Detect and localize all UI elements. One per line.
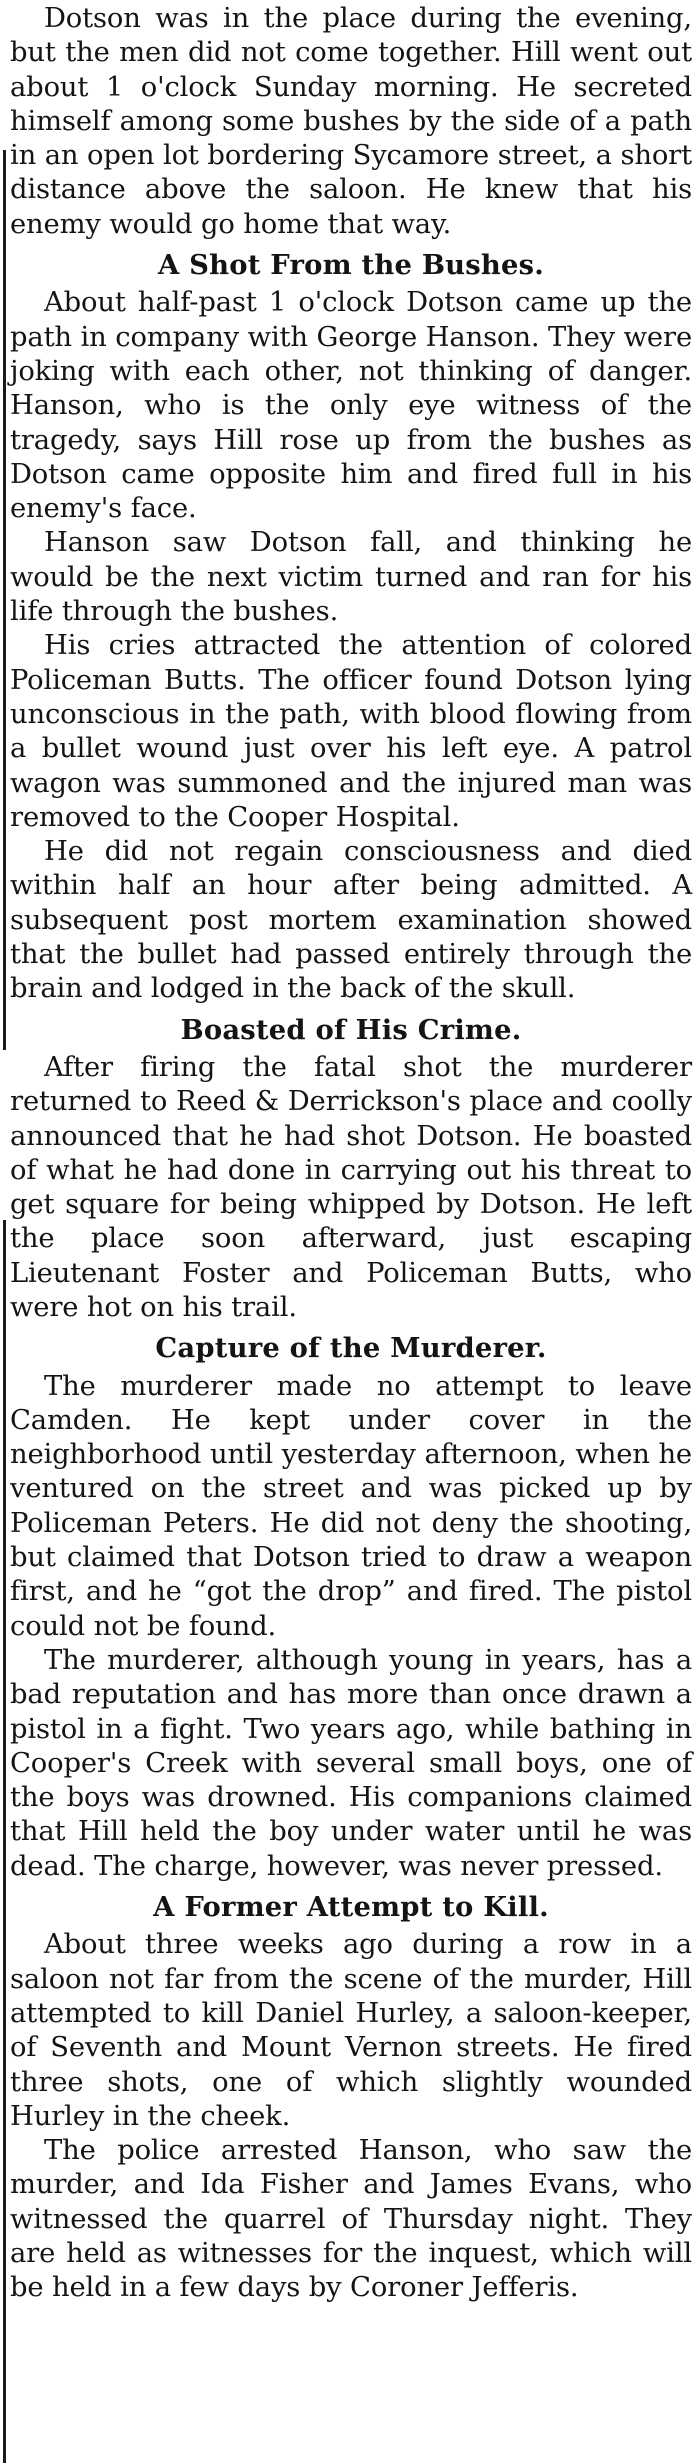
paragraph: His cries attracted the attention of colored Policeman Butts. The officer found Dotson lying unconscious in the path, with blood flowing from a bullet wound just over his left eye. A patrol wagon was summoned and the injured man was removed to the Cooper Hospital. [10, 630, 692, 833]
paragraph: The police arrested Hanson, who saw the murder, and Ida Fisher and James Evans, who witnessed the quarrel of Thursday night. They are held as witnesses for the inquest, which will be held in a few days by Coroner Jefferis. [10, 2135, 692, 2304]
paragraph: About three weeks ago during a row in a saloon not far from the scene of the murder, Hill attempted to kill Daniel Hurley, a saloon-keeper, of Seventh and Mount Vernon streets. He fired three shots, one of which slightly wounded Hurley in the cheek. [10, 1929, 692, 2132]
section-heading: Boasted of His Crime. [180, 1013, 522, 1046]
paragraph: After firing the fatal shot the murderer returned to Reed & Derrickson's place and coolly announced that he had shot Dotson. He boasted of what he had done in carrying out his threat to get square for being whipped by Dotson. He left the place soon afterward, just escaping Lieutenant Foster and Policeman Butts, who were hot on his trail. [10, 1051, 692, 1323]
section-heading: A Shot From the Bushes. [157, 249, 545, 282]
section-former-attempt [10, 1890, 692, 2306]
paragraph: The murderer made no attempt to leave Camden. He kept under cover in the neighborhood until yesterday afternoon, when he ventured on the street and was picked up by Policeman Peters. He did not deny the shooting, but claimed that Dotson tried to draw a weapon first, and he “got the drop” and fired. The pistol could not be found. [10, 1370, 692, 1642]
paragraph: Hanson saw Dotson fall, and thinking he would be the next victim turned and ran for his life through the bushes. [10, 527, 692, 628]
paragraph: He did not regain consciousness and died within half an hour after being admitted. A subsequent post mortem examination showed that the bullet had passed entirely through the brain and lodged in the back of the skull. [10, 836, 692, 1005]
paragraph: About half-past 1 o'clock Dotson came up the path in company with George Hanson. They were joking with each other, not thinking of danger. Hanson, who is the only eye witness of the tragedy, says Hill rose up from the bushes as Dotson came opposite him and fired full in his enemy's face. [10, 287, 692, 525]
intro-paragraph: Dotson was in the place during the evening, but the men did not come together. Hill went out about 1 o'clock Sunday morning. He secreted himself among some bushes by the side of a path in an open lot bordering Sycamore street, a short distance above the saloon. He knew that his enemy would go home that way. [10, 3, 692, 240]
column-rule [3, 1220, 6, 2463]
section-heading: A Former Attempt to Kill. [153, 1891, 549, 1924]
paragraph: The murderer, although young in years, has a bad reputation and has more than once drawn a pistol in a fight. Two years ago, while bathing in Cooper's Creek with several small boys, one of the boys was drowned. His companions claimed that Hill held the boy under water until he was dead. The charge, however, was never pressed. [10, 1644, 692, 1882]
section-boasted-of-crime [10, 1013, 692, 1326]
section-shot-from-bushes [10, 248, 692, 1007]
section-capture-of-murderer [10, 1331, 692, 1884]
section-heading: Capture of the Murderer. [155, 1332, 547, 1365]
column-rule [3, 150, 6, 1050]
